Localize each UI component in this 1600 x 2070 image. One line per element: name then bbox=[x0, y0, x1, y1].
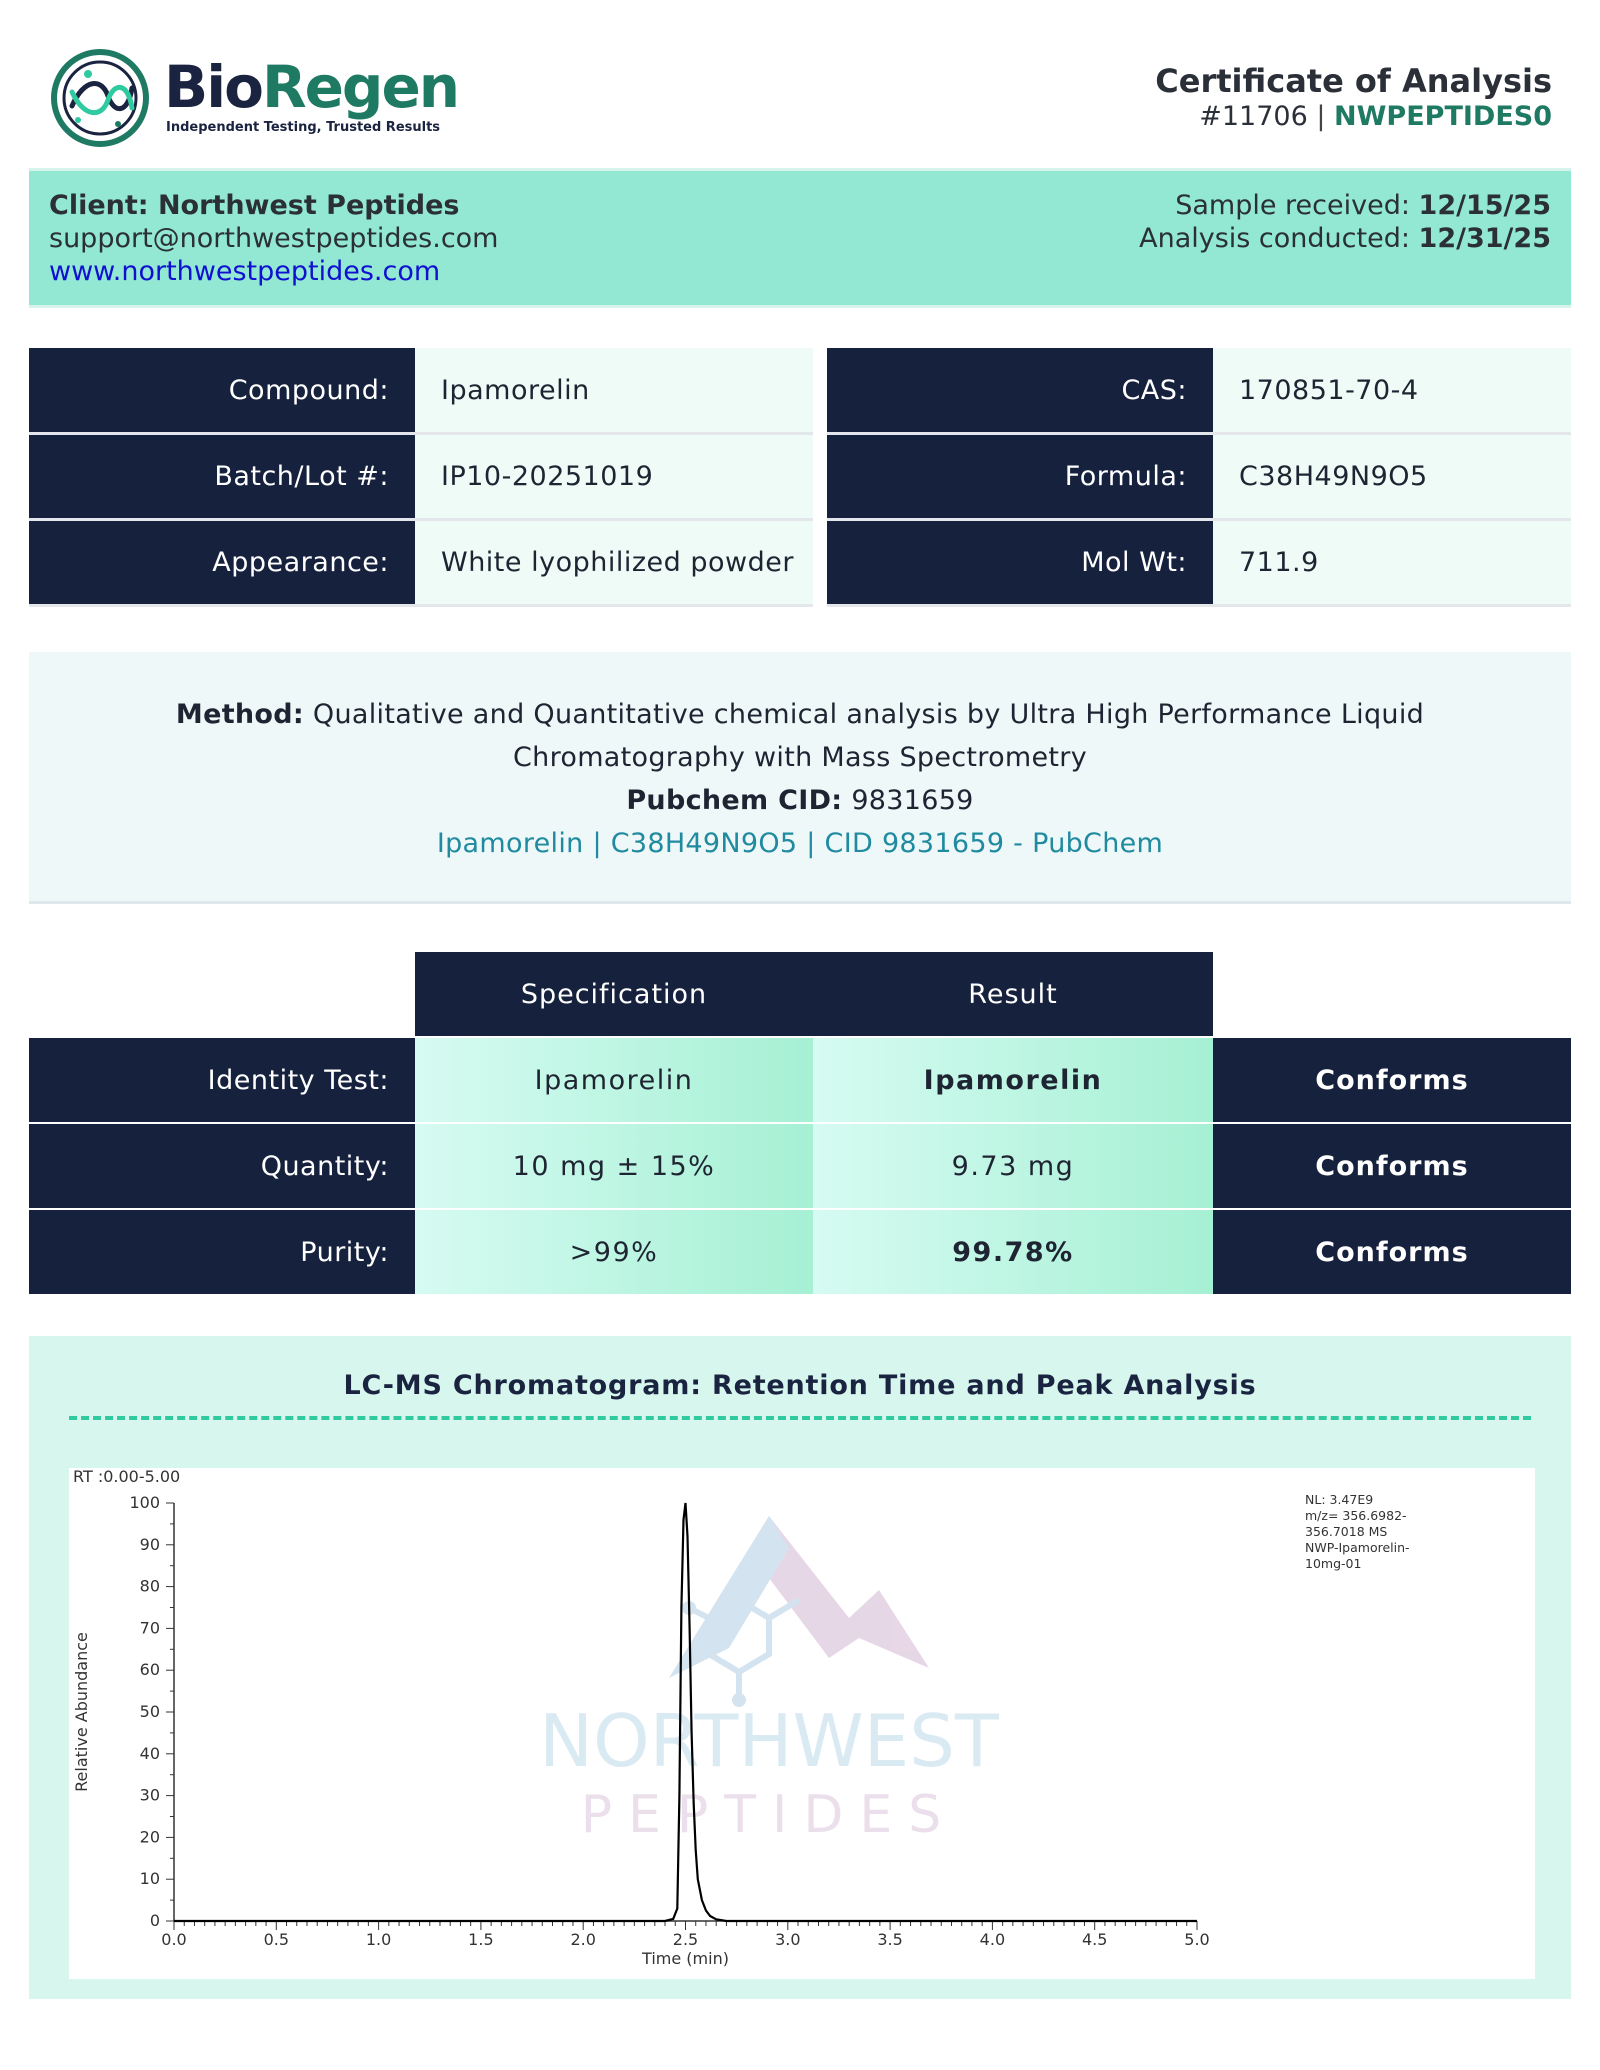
y-tick-label: 10 bbox=[139, 1869, 160, 1889]
nl-annotation bbox=[1305, 1492, 1410, 1571]
row-divider bbox=[827, 518, 1571, 521]
result-row-result: 9.73 mg bbox=[813, 1124, 1213, 1208]
pubchem-line bbox=[29, 779, 1571, 822]
y-tick-label: 90 bbox=[139, 1534, 160, 1554]
pubchem-value: 9831659 bbox=[851, 785, 974, 816]
method-box bbox=[29, 652, 1571, 904]
info-row-batch bbox=[29, 434, 1571, 518]
client-name: Client: Northwest Peptides bbox=[49, 190, 460, 221]
analysis-conducted-label: Analysis conducted: bbox=[1139, 223, 1410, 254]
molwt-value: 711.9 bbox=[1213, 520, 1571, 604]
x-tick-label: 0.5 bbox=[263, 1930, 290, 1949]
x-tick-label: 5.0 bbox=[1184, 1930, 1210, 1949]
y-tick-label: 60 bbox=[139, 1660, 160, 1680]
x-tick-label: 0.0 bbox=[161, 1930, 187, 1949]
x-tick-label: 3.5 bbox=[877, 1930, 903, 1949]
y-axis-label: Relative Abundance bbox=[72, 1632, 91, 1792]
biorogen-logo-icon bbox=[48, 48, 152, 148]
method-label: Method: bbox=[175, 699, 305, 730]
brand-name-regen: Regen bbox=[261, 53, 459, 121]
result-row-status: Conforms bbox=[1213, 1210, 1571, 1294]
specification-header: Specification bbox=[415, 952, 813, 1036]
dashed-divider bbox=[69, 1416, 1531, 1420]
client-email[interactable]: support@northwestpeptides.com bbox=[49, 223, 499, 254]
batch-label: Batch/Lot #: bbox=[29, 434, 415, 518]
y-tick-label: 50 bbox=[139, 1702, 160, 1721]
x-tick-label: 1.5 bbox=[468, 1930, 494, 1949]
northwest-peptides-watermark bbox=[539, 1516, 1000, 1845]
method-line-1 bbox=[29, 693, 1571, 736]
compound-label: Compound: bbox=[29, 348, 415, 432]
annotation-line: NL: 3.47E9 bbox=[1305, 1492, 1374, 1507]
result-row-status: Conforms bbox=[1213, 1124, 1571, 1208]
certificate-id bbox=[1155, 100, 1552, 134]
result-row-spec: >99% bbox=[415, 1210, 813, 1294]
client-banner bbox=[29, 168, 1571, 308]
formula-label: Formula: bbox=[827, 434, 1213, 518]
sample-received-label: Sample received: bbox=[1175, 190, 1410, 221]
result-row-spec: Ipamorelin bbox=[415, 1038, 813, 1122]
sample-received bbox=[1139, 189, 1551, 222]
chromatogram-svg bbox=[69, 1468, 1535, 1979]
result-row-identity bbox=[29, 1038, 1571, 1122]
x-tick-label: 4.0 bbox=[979, 1930, 1006, 1949]
row-divider bbox=[827, 432, 1571, 435]
info-row-compound bbox=[29, 348, 1571, 432]
y-axis-ticks bbox=[129, 1493, 174, 1930]
biorogen-logo bbox=[48, 48, 488, 148]
certificate-code: NWPEPTIDES0 bbox=[1334, 101, 1552, 132]
y-tick-label: 100 bbox=[129, 1493, 160, 1512]
sample-dates bbox=[1139, 189, 1551, 255]
y-tick-label: 0 bbox=[149, 1911, 160, 1930]
x-tick-label: 2.0 bbox=[570, 1930, 596, 1949]
appearance-label: Appearance: bbox=[29, 520, 415, 604]
pubchem-link[interactable]: Ipamorelin | C38H49N9O5 | CID 9831659 - PubChem bbox=[436, 828, 1164, 859]
certificate-number: #11706 bbox=[1199, 101, 1308, 132]
row-divider bbox=[29, 518, 813, 521]
molwt-label: Mol Wt: bbox=[827, 520, 1213, 604]
row-divider bbox=[29, 432, 813, 435]
batch-value: IP10-20251019 bbox=[415, 434, 813, 518]
annotation-line: 10mg-01 bbox=[1305, 1556, 1362, 1571]
y-tick-label: 70 bbox=[139, 1618, 160, 1638]
annotation-line: NWP-Ipamorelin- bbox=[1305, 1540, 1410, 1555]
x-tick-label: 4.5 bbox=[1081, 1930, 1108, 1949]
result-row-spec: 10 mg ± 15% bbox=[415, 1124, 813, 1208]
formula-value: C38H49N9O5 bbox=[1213, 434, 1571, 518]
sample-received-value: 12/15/25 bbox=[1418, 190, 1551, 221]
result-row-quantity bbox=[29, 1124, 1571, 1208]
method-text-2: Chromatography with Mass Spectrometry bbox=[513, 742, 1087, 773]
x-tick-label: 3.0 bbox=[775, 1930, 801, 1949]
pubchem-label: Pubchem CID: bbox=[626, 785, 843, 816]
result-row-label: Purity: bbox=[29, 1210, 415, 1294]
client-website-link[interactable]: www.northwestpeptides.com bbox=[49, 256, 441, 287]
chromatogram-title: LC-MS Chromatogram: Retention Time and Peak Analysis bbox=[343, 1370, 1257, 1401]
x-axis-ticks bbox=[161, 1921, 1209, 1949]
appearance-value: White lyophilized powder bbox=[415, 520, 813, 604]
result-row-result: Ipamorelin bbox=[813, 1038, 1213, 1122]
analysis-conducted bbox=[1139, 222, 1551, 255]
info-row-appearance bbox=[29, 520, 1571, 604]
annotation-line: 356.7018 MS bbox=[1305, 1524, 1388, 1539]
result-row-result: 99.78% bbox=[813, 1210, 1213, 1294]
watermark-line-2: PEPTIDES bbox=[580, 1785, 958, 1845]
client-details bbox=[49, 189, 498, 288]
result-header: Result bbox=[813, 952, 1213, 1036]
chromatogram-chart bbox=[69, 1468, 1535, 1979]
compound-value: Ipamorelin bbox=[415, 348, 813, 432]
result-row-purity bbox=[29, 1210, 1571, 1294]
row-divider bbox=[827, 604, 1571, 607]
x-axis-label: Time (min) bbox=[642, 1949, 729, 1968]
brand-tagline: Independent Testing, Trusted Results bbox=[166, 120, 441, 135]
result-row-status: Conforms bbox=[1213, 1038, 1571, 1122]
certificate-title: Certificate of Analysis bbox=[1155, 62, 1552, 100]
certificate-header bbox=[1155, 62, 1552, 134]
analysis-conducted-value: 12/31/25 bbox=[1418, 223, 1551, 254]
annotation-line: m/z= 356.6982- bbox=[1305, 1508, 1407, 1523]
method-text-1: Qualitative and Quantitative chemical analysis by Ultra High Performance Liquid bbox=[312, 699, 1425, 730]
y-tick-label: 20 bbox=[139, 1827, 160, 1847]
x-tick-label: 2.5 bbox=[672, 1930, 699, 1949]
chromatogram-section bbox=[29, 1336, 1571, 1999]
y-tick-label: 40 bbox=[139, 1743, 160, 1763]
brand-name bbox=[164, 52, 458, 122]
result-row-label: Quantity: bbox=[29, 1124, 415, 1208]
watermark-line-1: NORTHWEST bbox=[539, 1699, 999, 1783]
rt-range-label: RT :0.00-5.00 bbox=[73, 1468, 181, 1486]
x-tick-label: 1.0 bbox=[365, 1930, 392, 1949]
y-tick-label: 80 bbox=[139, 1576, 160, 1596]
brand-name-bio: Bio bbox=[164, 53, 262, 121]
result-row-label: Identity Test: bbox=[29, 1038, 415, 1122]
cas-label: CAS: bbox=[827, 348, 1213, 432]
cas-value: 170851-70-4 bbox=[1213, 348, 1571, 432]
y-tick-label: 30 bbox=[139, 1785, 160, 1805]
row-divider bbox=[29, 604, 813, 607]
certificate-separator: | bbox=[1316, 101, 1326, 132]
